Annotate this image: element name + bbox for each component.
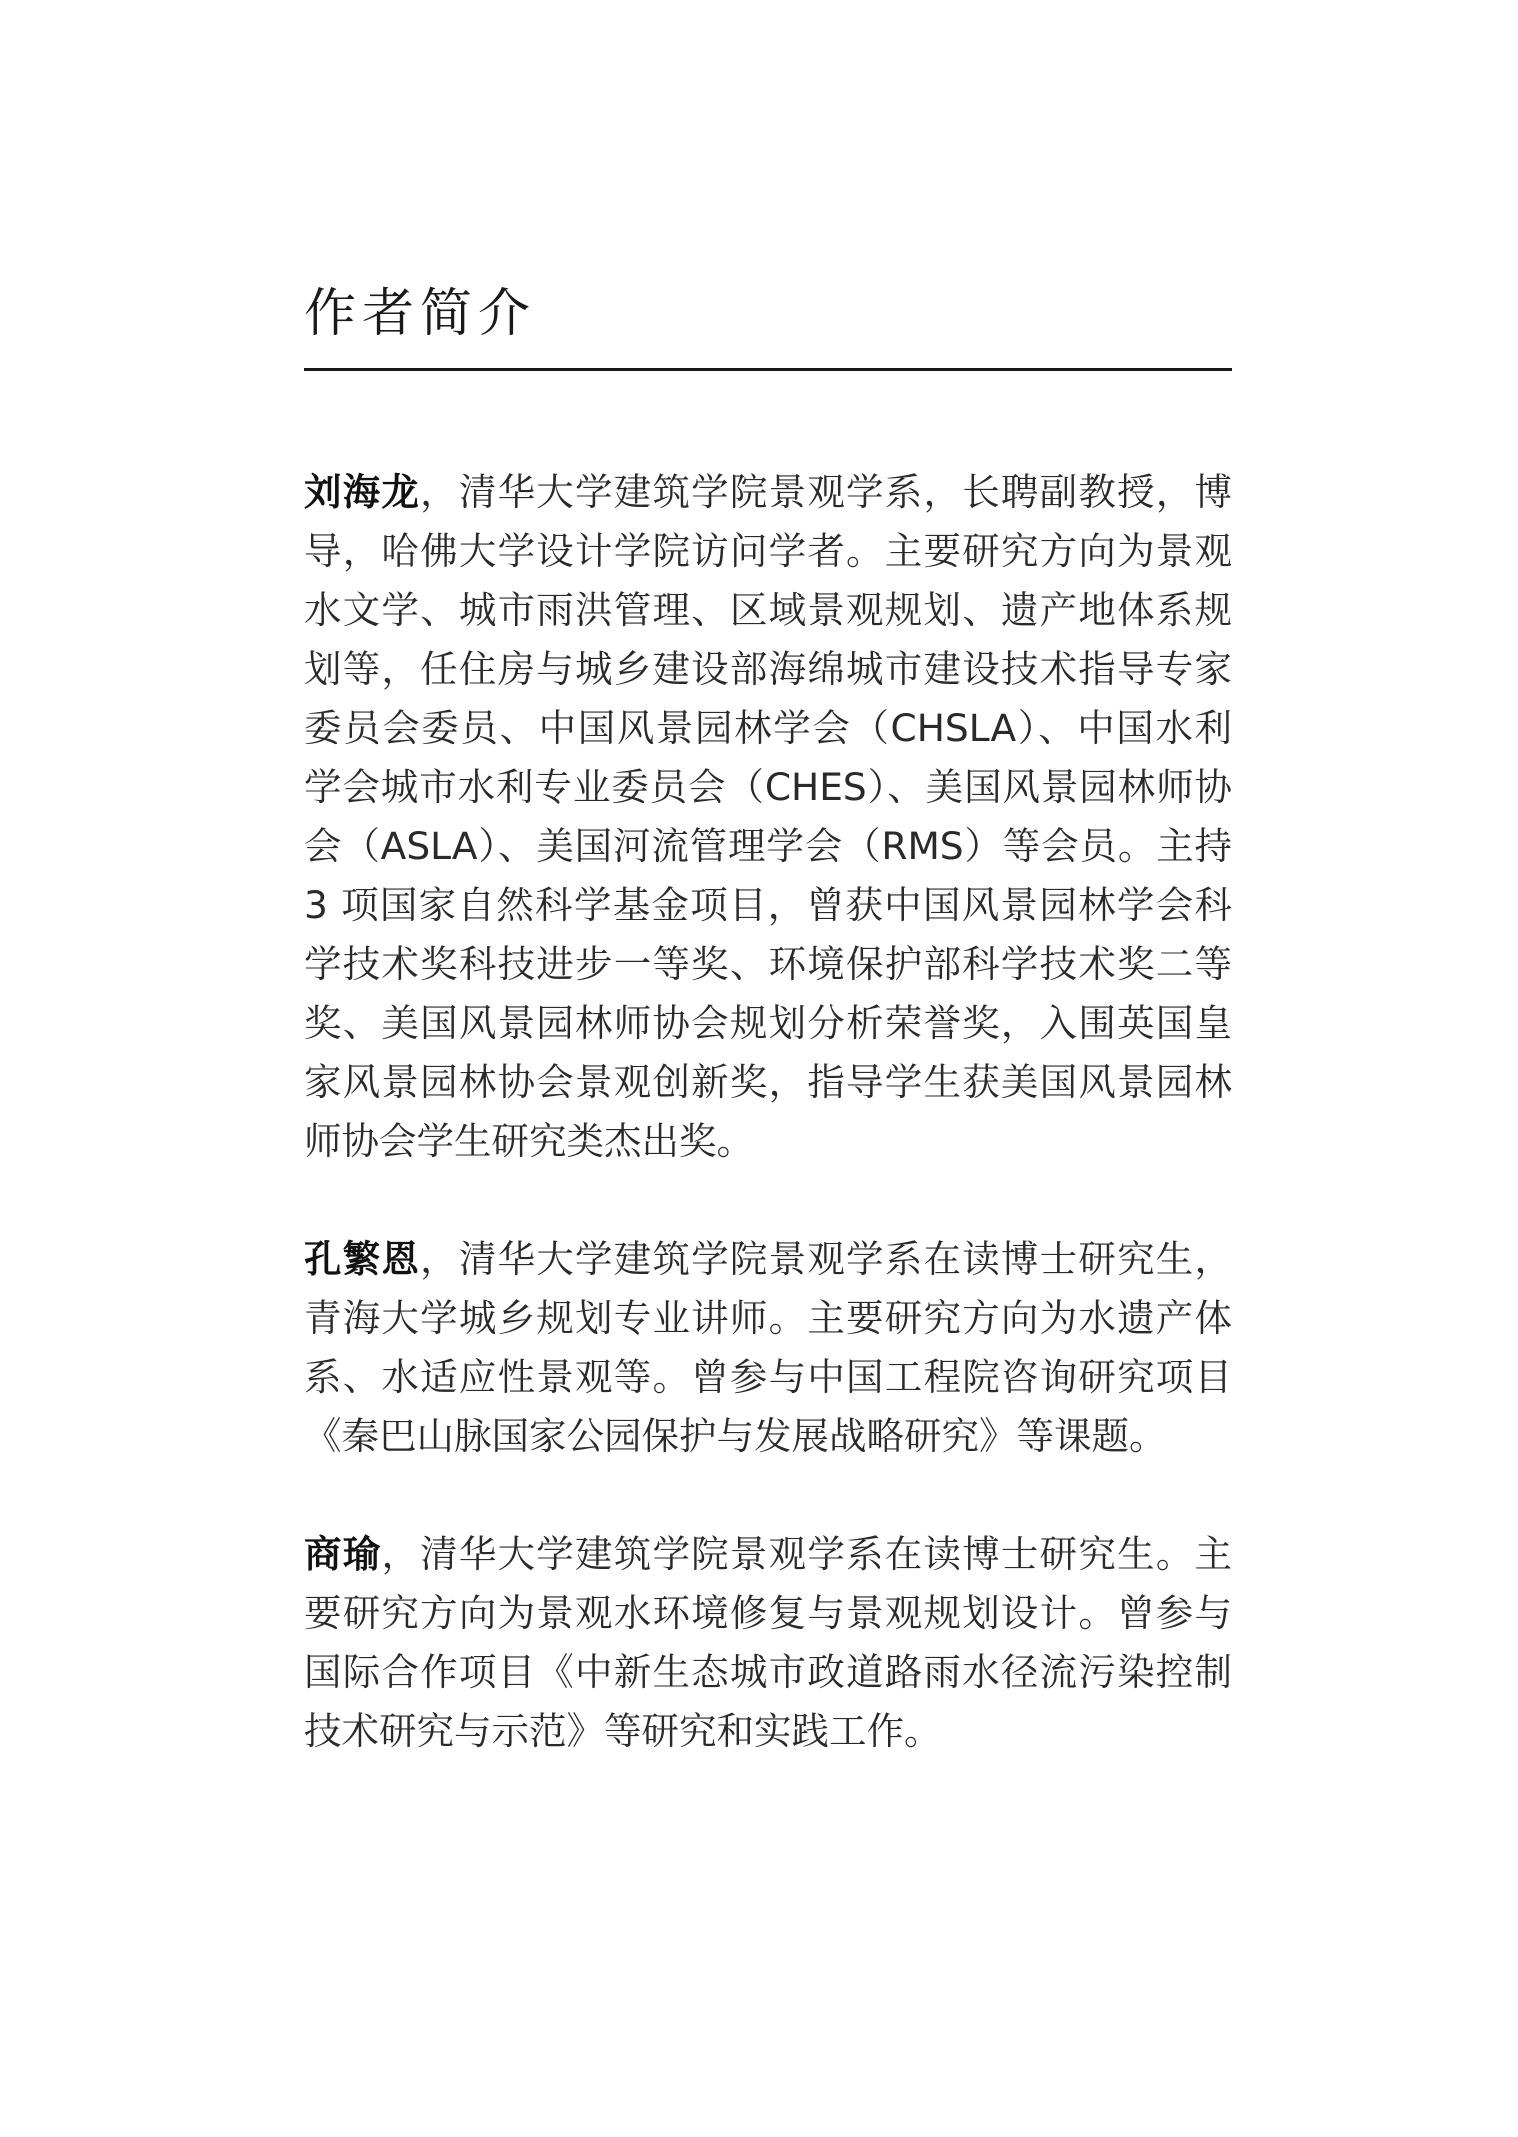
title-divider xyxy=(304,368,1232,371)
author-bio xyxy=(304,1230,1232,1466)
author-bio-text: ，清华大学建筑学院景观学系在读博士研究生。主要研究方向为景观水环境修复与景观规划设计。曾参与国际合作项目《中新生态城市政道路雨水径流污染控制技术研究与示范》等研究和实践工作。 xyxy=(304,1532,1233,1753)
author-name: 商瑜 xyxy=(304,1532,382,1576)
author-bio-text: ，清华大学建筑学院景观学系，长聘副教授，博导，哈佛大学设计学院访问学者。主要研究方向为景观水文学、城市雨洪管理、区域景观规划、遗产地体系规划等，任住房与城乡建设部海绵城市建设技术指导专家委员会委员、中国风景园林学会（CHSLA）、中国水利学会城市水利专业委员会（CHES）、美国风景园林师协会（ASLA）、美国河流管理学会（RMS）等会员。主持 3 项国家自然科学基金项目，曾获中国风景园林学会科学技术奖科技进步一等奖、环境保护部科学技术奖二等奖、美国风景园林师协会规划分析荣誉奖，入围英国皇家风景园林协会景观创新奖，指导学生获美国风景园林师协会学生研究类杰出奖。 xyxy=(304,470,1233,1163)
author-bio xyxy=(304,1525,1232,1761)
page-title: 作者简介 xyxy=(304,284,537,344)
author-bio xyxy=(304,463,1232,1171)
author-bio-text: ，清华大学建筑学院景观学系在读博士研究生，青海大学城乡规划专业讲师。主要研究方向为水遗产体系、水适应性景观等。曾参与中国工程院咨询研究项目《秦巴山脉国家公园保护与发展战略研究》等课题。 xyxy=(304,1237,1233,1458)
author-name: 孔繁恩 xyxy=(304,1237,421,1281)
author-name: 刘海龙 xyxy=(304,470,421,514)
